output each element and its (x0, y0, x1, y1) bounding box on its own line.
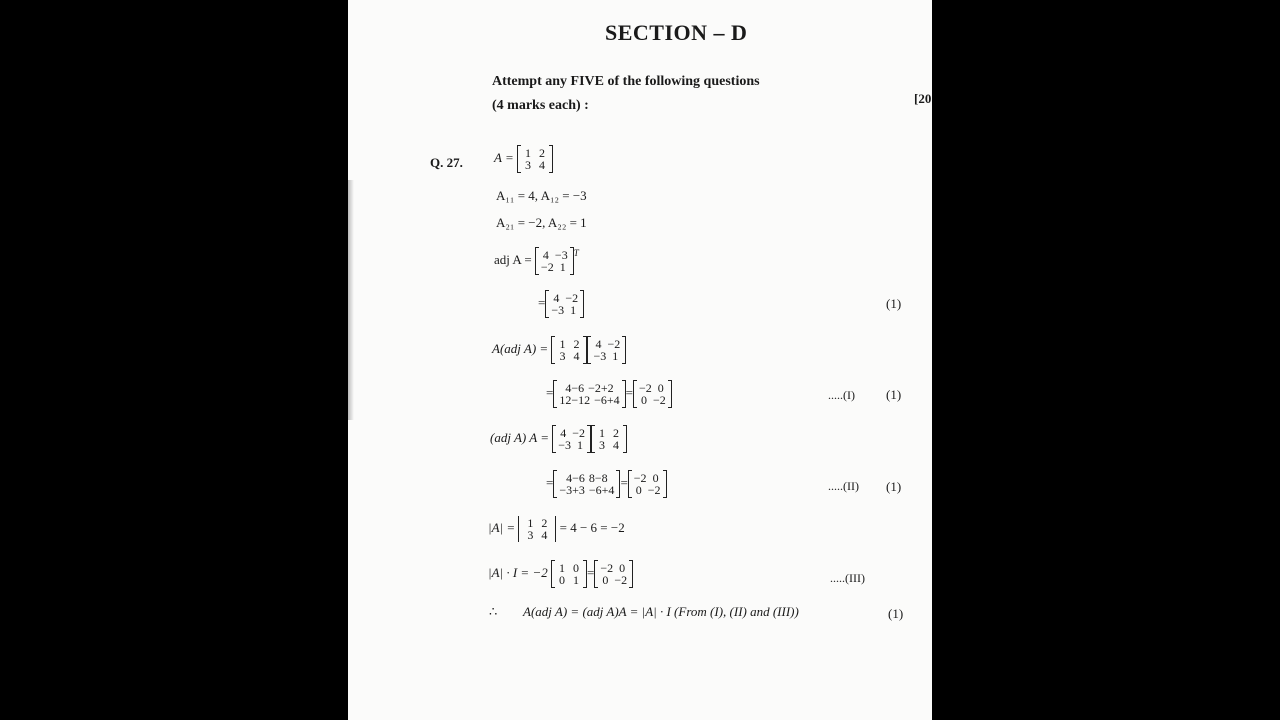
matrix-adj: 4 −2 −3 1 (545, 291, 584, 317)
mark-4: (1) (888, 606, 904, 621)
instruction-line-1: Attempt any FIVE of the following questions (492, 74, 760, 89)
instruction-line-2: (4 marks each) : (492, 98, 589, 113)
question-number: Q. 27. (430, 155, 463, 170)
page-edge-shadow (348, 180, 354, 420)
matrix-a-repeat: 1 2 3 4 (551, 337, 587, 363)
cofactors-row-2: A₂₁ = −2, A₂₂ = 1 (496, 215, 587, 230)
cofactors-row-1: A₁₁ = 4, A₁₂ = −3 (496, 188, 587, 203)
line-adj-a-a-result: = 4−6 8−8 −3+3 −6+4 = −2 0 0 −2 (546, 471, 667, 497)
line-a-adj-a-result: = 4−6 −2+2 12−12 −6+4 = −2 0 0 −2 (546, 381, 672, 407)
exam-page (348, 0, 932, 720)
mark-3: (1) (886, 479, 902, 494)
line-adj-a-a: (adj A) A = 4 −2 −3 1 1 2 3 4 (490, 426, 627, 452)
transpose-sup: T (573, 248, 579, 258)
matrix-adj-repeat-2: 4 −2 −3 1 (552, 426, 591, 452)
equation-ref-2: .....(II) (828, 479, 859, 493)
line-matrix-a (494, 146, 553, 172)
mark-1: (1) (886, 296, 902, 311)
label-a: A = (494, 149, 514, 165)
equation-ref-1: .....(I) (828, 388, 855, 402)
line-adj-result: = 4 −2 −3 1 (538, 291, 584, 317)
matrix-a: 1 2 3 4 (517, 146, 553, 172)
conclusion-line: A(adj A) = (adj A)A = |A| · I (From (I), (II) and (III)) (523, 604, 799, 619)
line-determinant: |A| = 1 2 3 4 = 4 − 6 = −2 (488, 516, 625, 542)
therefore-symbol: ∴ (489, 604, 498, 619)
mark-2: (1) (886, 387, 902, 402)
matrix-result-1: −2 0 0 −2 (633, 381, 672, 407)
matrix-adj-repeat: 4 −2 −3 1 (587, 337, 626, 363)
matrix-product-1: 4−6 −2+2 12−12 −6+4 (553, 381, 625, 407)
determinant-a: 1 2 3 4 (518, 516, 556, 542)
line-a-adj-a: A(adj A) = 1 2 3 4 4 −2 −3 1 (492, 337, 626, 363)
equation-ref-3: .....(III) (830, 571, 865, 585)
line-det-identity: |A| · I = −2 1 0 0 1 = −2 0 0 −2 (488, 561, 633, 587)
matrix-a-repeat-2: 1 2 3 4 (591, 426, 627, 452)
matrix-result-3: −2 0 0 −2 (594, 561, 633, 587)
matrix-result-2: −2 0 0 −2 (628, 471, 667, 497)
total-marks: [20 (914, 91, 932, 106)
matrix-cofactors: 4 −3 −2 1 (535, 248, 574, 274)
matrix-identity: 1 0 0 1 (551, 561, 587, 587)
section-title: SECTION – D (605, 20, 748, 45)
line-adj-a: adj A = 4 −3 −2 1 $^T$ (494, 248, 579, 274)
matrix-product-2: 4−6 8−8 −3+3 −6+4 (553, 471, 620, 497)
